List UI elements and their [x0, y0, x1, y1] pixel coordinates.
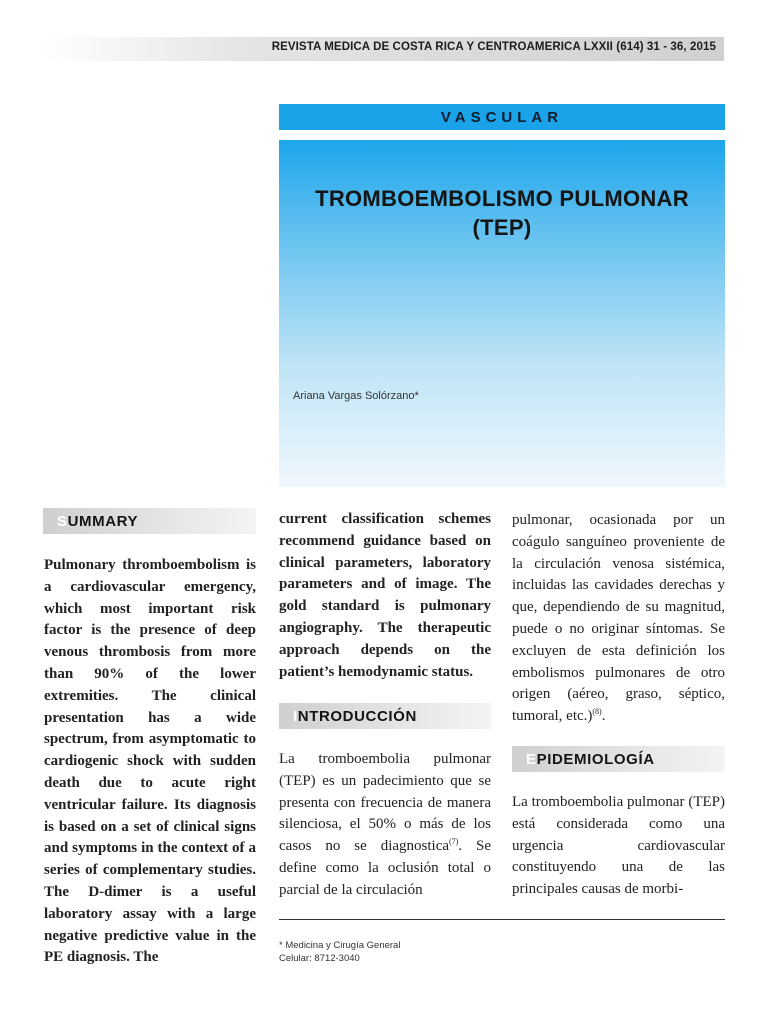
summary-heading-rest: UMMARY [67, 512, 139, 530]
introduccion-text-c: pulmonar, ocasionada por un coágulo sanguíneo proveniente de la circulación venosa sistémica, incluidas las cavidades derechas y que, dependiendo de su magnitud, puede o no originar síntomas. Se excluyen de esta definición los embolismos pulmonares de otro origen (aéreo, graso, séptico, tumoral, etc.) [512, 512, 725, 725]
summary-heading-cap: S [57, 512, 68, 530]
introduccion-text-d: . [601, 708, 606, 725]
summary-heading [43, 508, 256, 534]
introduccion-text-col2 [279, 749, 491, 902]
introduccion-paragraph-1 [279, 749, 491, 902]
footnote-affiliation: * Medicina y Cirugía General [279, 940, 401, 951]
epidemiologia-paragraph: La tromboembolia pulmonar (TEP) está considerada como una urgencia cardiovascular constituyendo una de las principales causas de morbi- [512, 794, 725, 898]
introduccion-paragraph-2 [512, 510, 725, 728]
footnote-phone: Celular: 8712-3040 [279, 953, 360, 964]
introduccion-text-a: La tromboembolia pulmonar (TEP) es un padecimiento que se presenta con frecuencia de manera silenciosa, el 50% o más de los casos no se diagnostica [279, 751, 491, 855]
introduccion-heading-rest: NTRODUCCIÓN [297, 707, 417, 725]
summary-paragraph-1: Pulmonary thromboembolism is a cardiovascular emergency, which most important risk factor is the presence of deep venous thrombosis from more than 90% of the lower extremities. The clinical presentation has a wide spectrum, from asymptomatic to cardiogenic shock with sudden death due to acute right ventricular failure. Its diagnosis is based on a set of clinical signs and symptoms in the context of a series of complementary studies. The D-dimer is a useful laboratory assay with a large negative predictive value in the PE diagnosis. The [44, 557, 256, 966]
summary-text-col2 [279, 509, 491, 683]
footnote [279, 939, 400, 965]
epidemiologia-heading-rest: PIDEMIOLOGÍA [536, 750, 655, 768]
reference-7: (7) [449, 837, 459, 847]
title-line-2: (TEP) [472, 215, 532, 240]
section-label: VASCULAR [279, 104, 725, 130]
summary-paragraph-2: current classification schemes recommend guidance based on clinical parameters, laboratory parameters and of image. The gold standard is pulmonary angiography. The therapeutic approach depends on the patient’s hemodynamic status. [279, 511, 491, 680]
journal-citation: REVISTA MEDICA DE COSTA RICA Y CENTROAMERICA LXXII (614) 31 - 36, 2015 [271, 41, 716, 53]
introduccion-text-col3 [512, 510, 725, 728]
footnote-divider [279, 919, 725, 920]
epidemiologia-text [512, 792, 725, 901]
introduccion-text-b: . Se define como la oclusión total o parcial de la circulación [279, 838, 491, 898]
introduccion-heading [279, 703, 491, 729]
epidemiologia-heading-cap: E [526, 750, 537, 768]
summary-text-col1 [44, 555, 256, 969]
title-box [279, 140, 725, 487]
reference-8: (8) [592, 707, 602, 717]
title-line-1: TROMBOEMBOLISMO PULMONAR [315, 186, 689, 211]
introduccion-heading-cap: I [293, 707, 298, 725]
article-title [279, 184, 725, 242]
epidemiologia-heading [512, 746, 725, 772]
author-name: Ariana Vargas Solórzano* [293, 390, 419, 402]
